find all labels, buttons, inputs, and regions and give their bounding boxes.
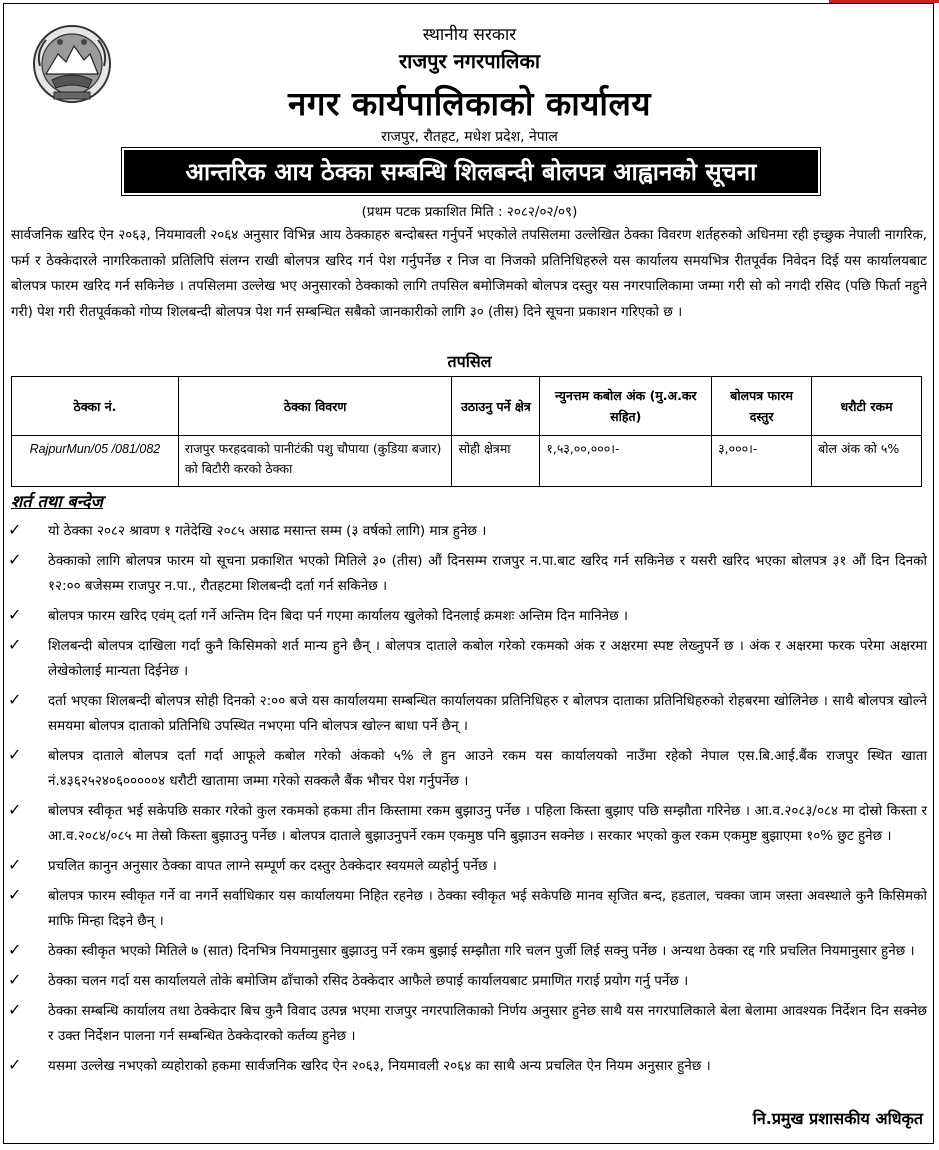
check-mark-icon: ✓	[8, 520, 22, 539]
check-mark-icon: ✓	[8, 605, 22, 624]
list-item	[8, 884, 927, 934]
check-mark-icon: ✓	[8, 940, 22, 959]
office-address: राजपुर, रौतहट, मधेश प्रदेश, नेपाल	[381, 129, 558, 145]
conditions-list	[8, 519, 927, 1084]
condition-text: बोलपत्र फारम स्वीकृत गर्ने वा नगर्ने सर्वाधिकार यस कार्यालयमा निहित रहनेछ । ठेक्का स्वीकृत भई सकेपछि मानव सृजित बन्द, हडताल, चक्का जाम जस्ता अवस्थाले कुनै किसिमको माफि मिन्हा दिइने छैन् ।	[48, 888, 927, 929]
list-item	[8, 1054, 927, 1079]
office-name: नगर कार्यपालिकाको कार्यालय	[288, 84, 651, 123]
tapasil-heading: तपसिल	[447, 352, 492, 371]
col-area: उठाउनु पर्ने क्षेत्र	[452, 377, 540, 436]
cell-form-fee: ३,०००।-	[712, 436, 812, 487]
condition-text: यो ठेक्का २०८२ श्रावण १ गतेदेखि २०८५ असाढ मसान्त सम्म (३ वर्षको लागि) मात्र हुनेछ ।	[48, 523, 487, 539]
condition-text: बोलपत्र स्वीकृत भई सकेपछि सकार गरेको कुल रकमको हकमा तीन किस्तामा रकम बुझाउनु पर्नेछ । पहिला किस्ता बुझाए पछि सम्झौता गरिनेछ । आ.व.२०८३/०८४ मा दोस्रो किस्ता र आ.व.२०८४/०८५ मा तेस्रो किस्ता बुझाउनु पर्नेछ । बोलपत्र दाताले बुझाउनुपर्ने रकम एकमुष्ठ पनि बुझाउन सक्नेछ । सरकार भएको कुल रकम एकमुष्ट बुझाएमा १०% छुट हुनेछ ।	[48, 803, 927, 844]
col-contract-no: ठेक्का नं.	[12, 377, 179, 436]
condition-text: प्रचलित कानुन अनुसार ठेक्का वापत लाग्ने सम्पूर्ण कर दस्तुर ठेक्केदार स्वयमले व्यहोर्नु पर्नेछ ।	[48, 858, 497, 874]
signature-title: नि.प्रमुख प्रशासकीय अधिकृत	[752, 1109, 923, 1128]
condition-text: बोलपत्र फारम खरिद एवंम् दर्ता गर्ने अन्तिम दिन बिदा पर्न गएमा कार्यालय खुलेको दिनलाई क्रमशः अन्तिम दिन मानिनेछ ।	[48, 608, 629, 624]
cell-contract-no: RajpurMun/05 /081/082	[12, 436, 179, 487]
list-item	[8, 799, 927, 849]
col-form-fee: बोलपत्र फारम दस्तुर	[712, 377, 812, 436]
list-item	[8, 549, 927, 599]
cell-description: राजपुर फरहदवाको पानीटंकी पशु चौपाया (कुडिया बजार) को बिटौरी करको ठेक्का	[178, 436, 452, 487]
cell-deposit: बोल अंक को ५%	[812, 436, 922, 487]
condition-text: ठेक्का सम्बन्धि कार्यालय तथा ठेक्केदार बिच कुनै विवाद उत्पन्न भएमा राजपुर नगरपालिकाको निर्णय अनुसार हुनेछ साथै यस नगरपालिकाले बेला बेलामा आवश्यक निर्देशन दिन सक्नेछ र उक्त निर्देशन पालना गर्न सम्बन्धित ठेक्केदारको कर्तव्य हुनेछ ।	[48, 1003, 927, 1044]
check-mark-icon: ✓	[8, 885, 22, 904]
publish-date: (प्रथम पटक प्रकाशित मिति : २०८२/०२/०९)	[361, 204, 578, 220]
notice-title-banner: आन्तरिक आय ठेक्का सम्बन्धि शिलबन्दी बोलपत्र आह्वानको सूचना	[124, 150, 818, 193]
table-header-row	[12, 377, 922, 436]
list-item	[8, 604, 927, 629]
condition-text: यसमा उल्लेख नभएको व्यहोराको हकमा सार्वजनिक खरिद ऐन २०६३, नियमावली २०६४ का साथै अन्य प्रचलित ऐन नियम अनुसार हुनेछ ।	[48, 1058, 711, 1074]
municipality-name: राजपुर नगरपालिका	[398, 49, 541, 73]
condition-text: दर्ता भएका शिलबन्दी बोलपत्र सोही दिनको २:०० बजे यस कार्यालयमा सम्बन्धित कार्यालयका प्रतिनिधिहरु र बोलपत्र दाताका प्रतिनिधिहरुको रोहबरमा खोलिनेछ । साथै बोलपत्र खोल्ने समयमा बोलपत्र दाताको प्रतिनिधि उपस्थित नभएमा पनि बोलपत्र खोल्न बाधा पर्ने छैन् ।	[48, 693, 927, 734]
list-item	[8, 519, 927, 544]
list-item	[8, 854, 927, 879]
cell-area: सोही क्षेत्रमा	[452, 436, 540, 487]
check-mark-icon: ✓	[8, 970, 22, 989]
list-item	[8, 634, 927, 684]
list-item	[8, 689, 927, 739]
check-mark-icon: ✓	[8, 550, 22, 569]
list-item	[8, 744, 927, 794]
check-mark-icon: ✓	[8, 800, 22, 819]
check-mark-icon: ✓	[8, 690, 22, 709]
condition-text: शिलबन्दी बोलपत्र दाखिला गर्दा कुनै किसिमको शर्त मान्य हुने छैन् । बोलपत्र दाताले कबोल गरेको रकमको अंक र अक्षरमा स्पष्ट लेख्नुपर्ने छ । अंक र अक्षरमा फरक परेमा अक्षरमा लेखेकोलाई मान्यता दिईनेछ ।	[48, 638, 927, 679]
condition-text: ठेक्का चलन गर्दा यस कार्यालयले तोके बमोजिम ढाँचाको रसिद ठेक्केदार आफैले छपाई कार्यालयबाट प्रमाणित गराई प्रयोग गर्नु पर्नेछ ।	[48, 973, 689, 989]
check-mark-icon: ✓	[8, 855, 22, 874]
check-mark-icon: ✓	[8, 635, 22, 654]
contract-table	[11, 376, 922, 487]
conditions-title: शर्त तथा बन्देज	[11, 492, 103, 511]
condition-text: ठेक्काको लागि बोलपत्र फारम यो सूचना प्रकाशित भएको मितिले ३० (तीस) औं दिनसम्म राजपुर न.पा.बाट खरिद गर्न सकिनेछ र यसरी खरिद भएका बोलपत्र ३१ औं दिन दिनको १२:०० बजेसम्म राजपुर न.पा., रौतहटमा शिलबन्दी दर्ता गर्न सकिनेछ ।	[48, 553, 927, 594]
list-item	[8, 969, 927, 994]
local-government-label: स्थानीय सरकार	[422, 25, 517, 45]
intro-paragraph: सार्वजनिक खरिद ऐन २०६३, नियमावली २०६४ अनुसार विभिन्न आय ठेक्काहरु बन्दोबस्त गर्नुपर्ने भएकोले तपसिलमा उल्लेखित ठेक्का विवरण शर्तहरुको अधिनमा रही इच्छुक नेपाली नागरिक, फर्म र ठेक्केदारले नागरिकताको प्रतिलिपि संलग्न राखी बोलपत्र खरिद गर्न पेश गर्नुपर्नेछ र निज वा निजको प्रतिनिधिहरुले यस कार्यालय समयभित्र रीतपूर्वक निवेदन दिई यस कार्यालयबाट बोलपत्र फारम खरिद गर्न सकिनेछ । तपसिलमा उल्लेख भए अनुसारको ठेक्काको लागि तपसिल बमोजिमको बोलपत्र दस्तुर यस नगरपालिकामा जम्मा गरी सो को नगदी रसिद (पछि फिर्ता नहुने गरी) पेश गरी रीतपूर्वकको गोप्य शिलबन्दी बोलपत्र पेश गर्न सम्बन्धित सबैको जानकारीको लागि ३० (तीस) दिने सूचना प्रकाशन गरिएको छ ।	[11, 227, 927, 320]
condition-text: बोलपत्र दाताले बोलपत्र दर्ता गर्दा आफूले कबोल गरेको अंकको ५% ले हुन आउने रकम यस कार्यालयको नाउँमा रहेको नेपाल एस.बि.आई.बैंक राजपुर स्थित खाता नं.४३६२५२४०६०००००४ धरौटी खातामा जम्मा गरेको सक्कलै बैंक भौचर पेश गर्नुपर्नेछ ।	[48, 748, 927, 789]
col-min-bid: न्युनत्तम कबोल अंक (मु.अ.कर सहित)	[540, 377, 712, 436]
check-mark-icon: ✓	[8, 745, 22, 764]
check-mark-icon: ✓	[8, 1055, 22, 1074]
condition-text: ठेक्का स्वीकृत भएको मितिले ७ (सात) दिनभित्र नियमानुसार बुझाउनु पर्ने रकम बुझाई सम्झौता गरि चलन पुर्जी लिई सक्नु पर्नेछ । अन्यथा ठेक्का रद्द गरि प्रचलित नियमानुसार हुनेछ ।	[48, 943, 915, 959]
table-row	[12, 436, 922, 487]
col-deposit: धरौटी रकम	[812, 377, 922, 436]
list-item	[8, 999, 927, 1049]
check-mark-icon: ✓	[8, 1000, 22, 1019]
cell-min-bid: १,५३,००,०००।-	[540, 436, 712, 487]
list-item	[8, 939, 927, 964]
col-description: ठेक्का विवरण	[178, 377, 452, 436]
